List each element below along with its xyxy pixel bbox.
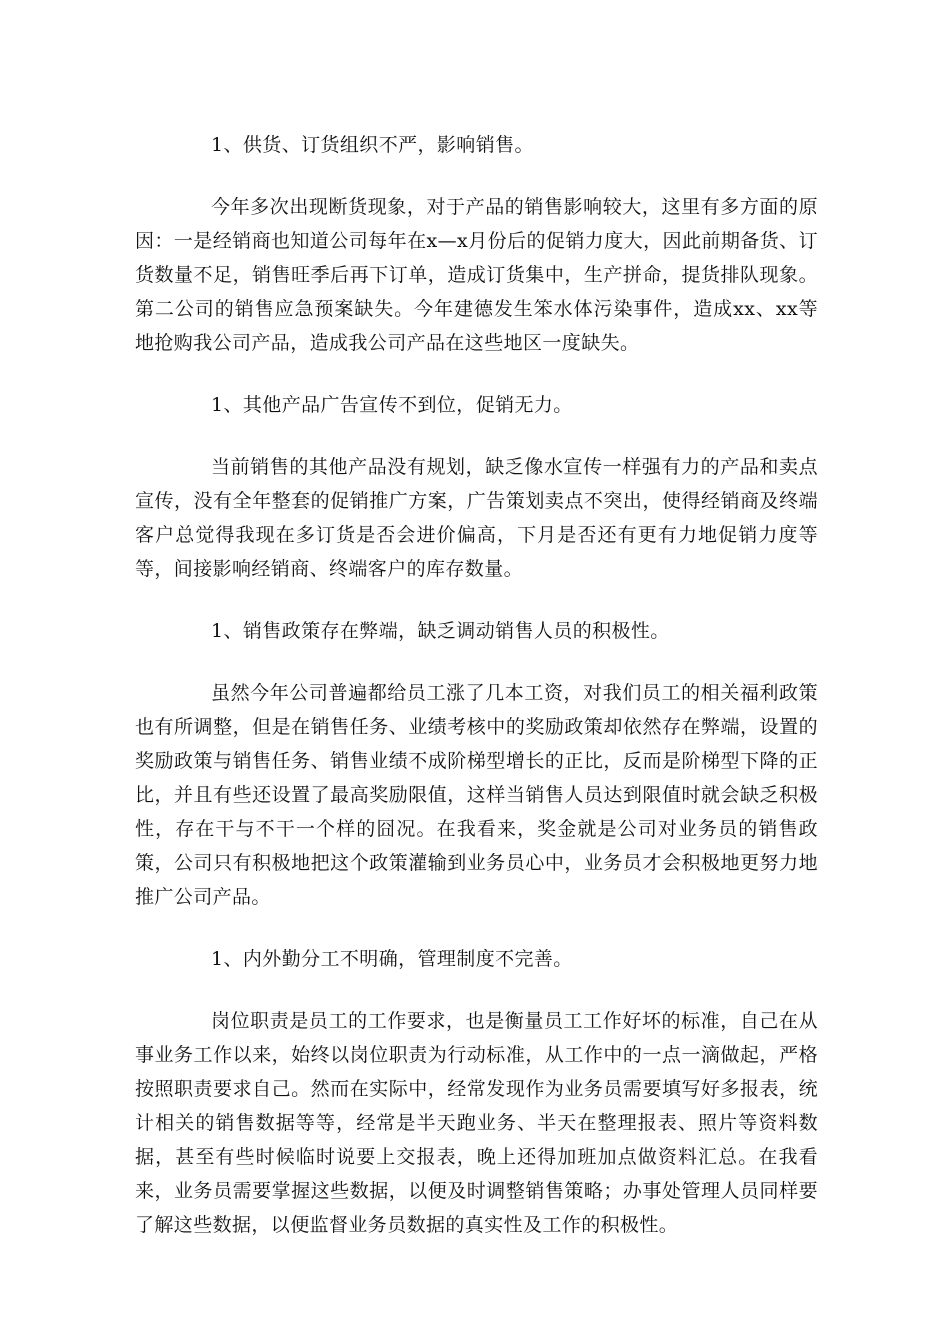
section-heading-advertising: 1、其他产品广告宣传不到位，促销无力。	[211, 394, 573, 416]
section-heading-supply: 1、供货、订货组织不严，影响销售。	[211, 134, 534, 156]
document-body	[135, 128, 818, 1270]
section-heading-management: 1、内外勤分工不明确，管理制度不完善。	[211, 948, 573, 970]
section-heading-policy: 1、销售政策存在弊端，缺乏调动销售人员的积极性。	[211, 620, 670, 642]
paragraph-supply: 今年多次出现断货现象，对于产品的销售影响较大，这里有多方面的原因：一是经销商也知道公司每年在x—x月份后的促销力度大，因此前期备货、订货数量不足，销售旺季后再下订单，造成订货集中，生产拼命，提货排队现象。第二公司的销售应急预案缺失。今年建德发生笨水体污染事件，造成xx、xx等地抢购我公司产品，造成我公司产品在这些地区一度缺失。	[135, 196, 818, 354]
paragraph-management: 岗位职责是员工的工作要求，也是衡量员工工作好坏的标准，自己在从事业务工作以来，始终以岗位职责为行动标准，从工作中的一点一滴做起，严格按照职责要求自己。然而在实际中，经常发现作为业务员需要填写好多报表，统计相关的销售数据等等，经常是半天跑业务、半天在整理报表、照片等资料数据，甚至有些时候临时说要上交报表，晚上还得加班加点做资料汇总。在我看来，业务员需要掌握这些数据，以便及时调整销售策略；办事处管理人员同样要了解这些数据，以便监督业务员数据的真实性及工作的积极性。	[135, 1010, 818, 1236]
paragraph-advertising: 当前销售的其他产品没有规划，缺乏像水宣传一样强有力的产品和卖点宣传，没有全年整套的促销推广方案，广告策划卖点不突出，使得经销商及终端客户总觉得我现在多订货是否会进价偏高，下月是否还有更有力地促销力度等等，间接影响经销商、终端客户的库存数量。	[135, 456, 818, 580]
paragraph-policy: 虽然今年公司普遍都给员工涨了几本工资，对我们员工的相关福利政策也有所调整，但是在销售任务、业绩考核中的奖励政策却依然存在弊端，设置的奖励政策与销售任务、销售业绩不成阶梯型增长的正比，反而是阶梯型下降的正比，并且有些还设置了最高奖励限值，这样当销售人员达到限值时就会缺乏积极性，存在干与不干一个样的囧况。在我看来，奖金就是公司对业务员的销售政策，公司只有积极地把这个政策灌输到业务员心中，业务员才会积极地更努力地推广公司产品。	[135, 682, 818, 908]
